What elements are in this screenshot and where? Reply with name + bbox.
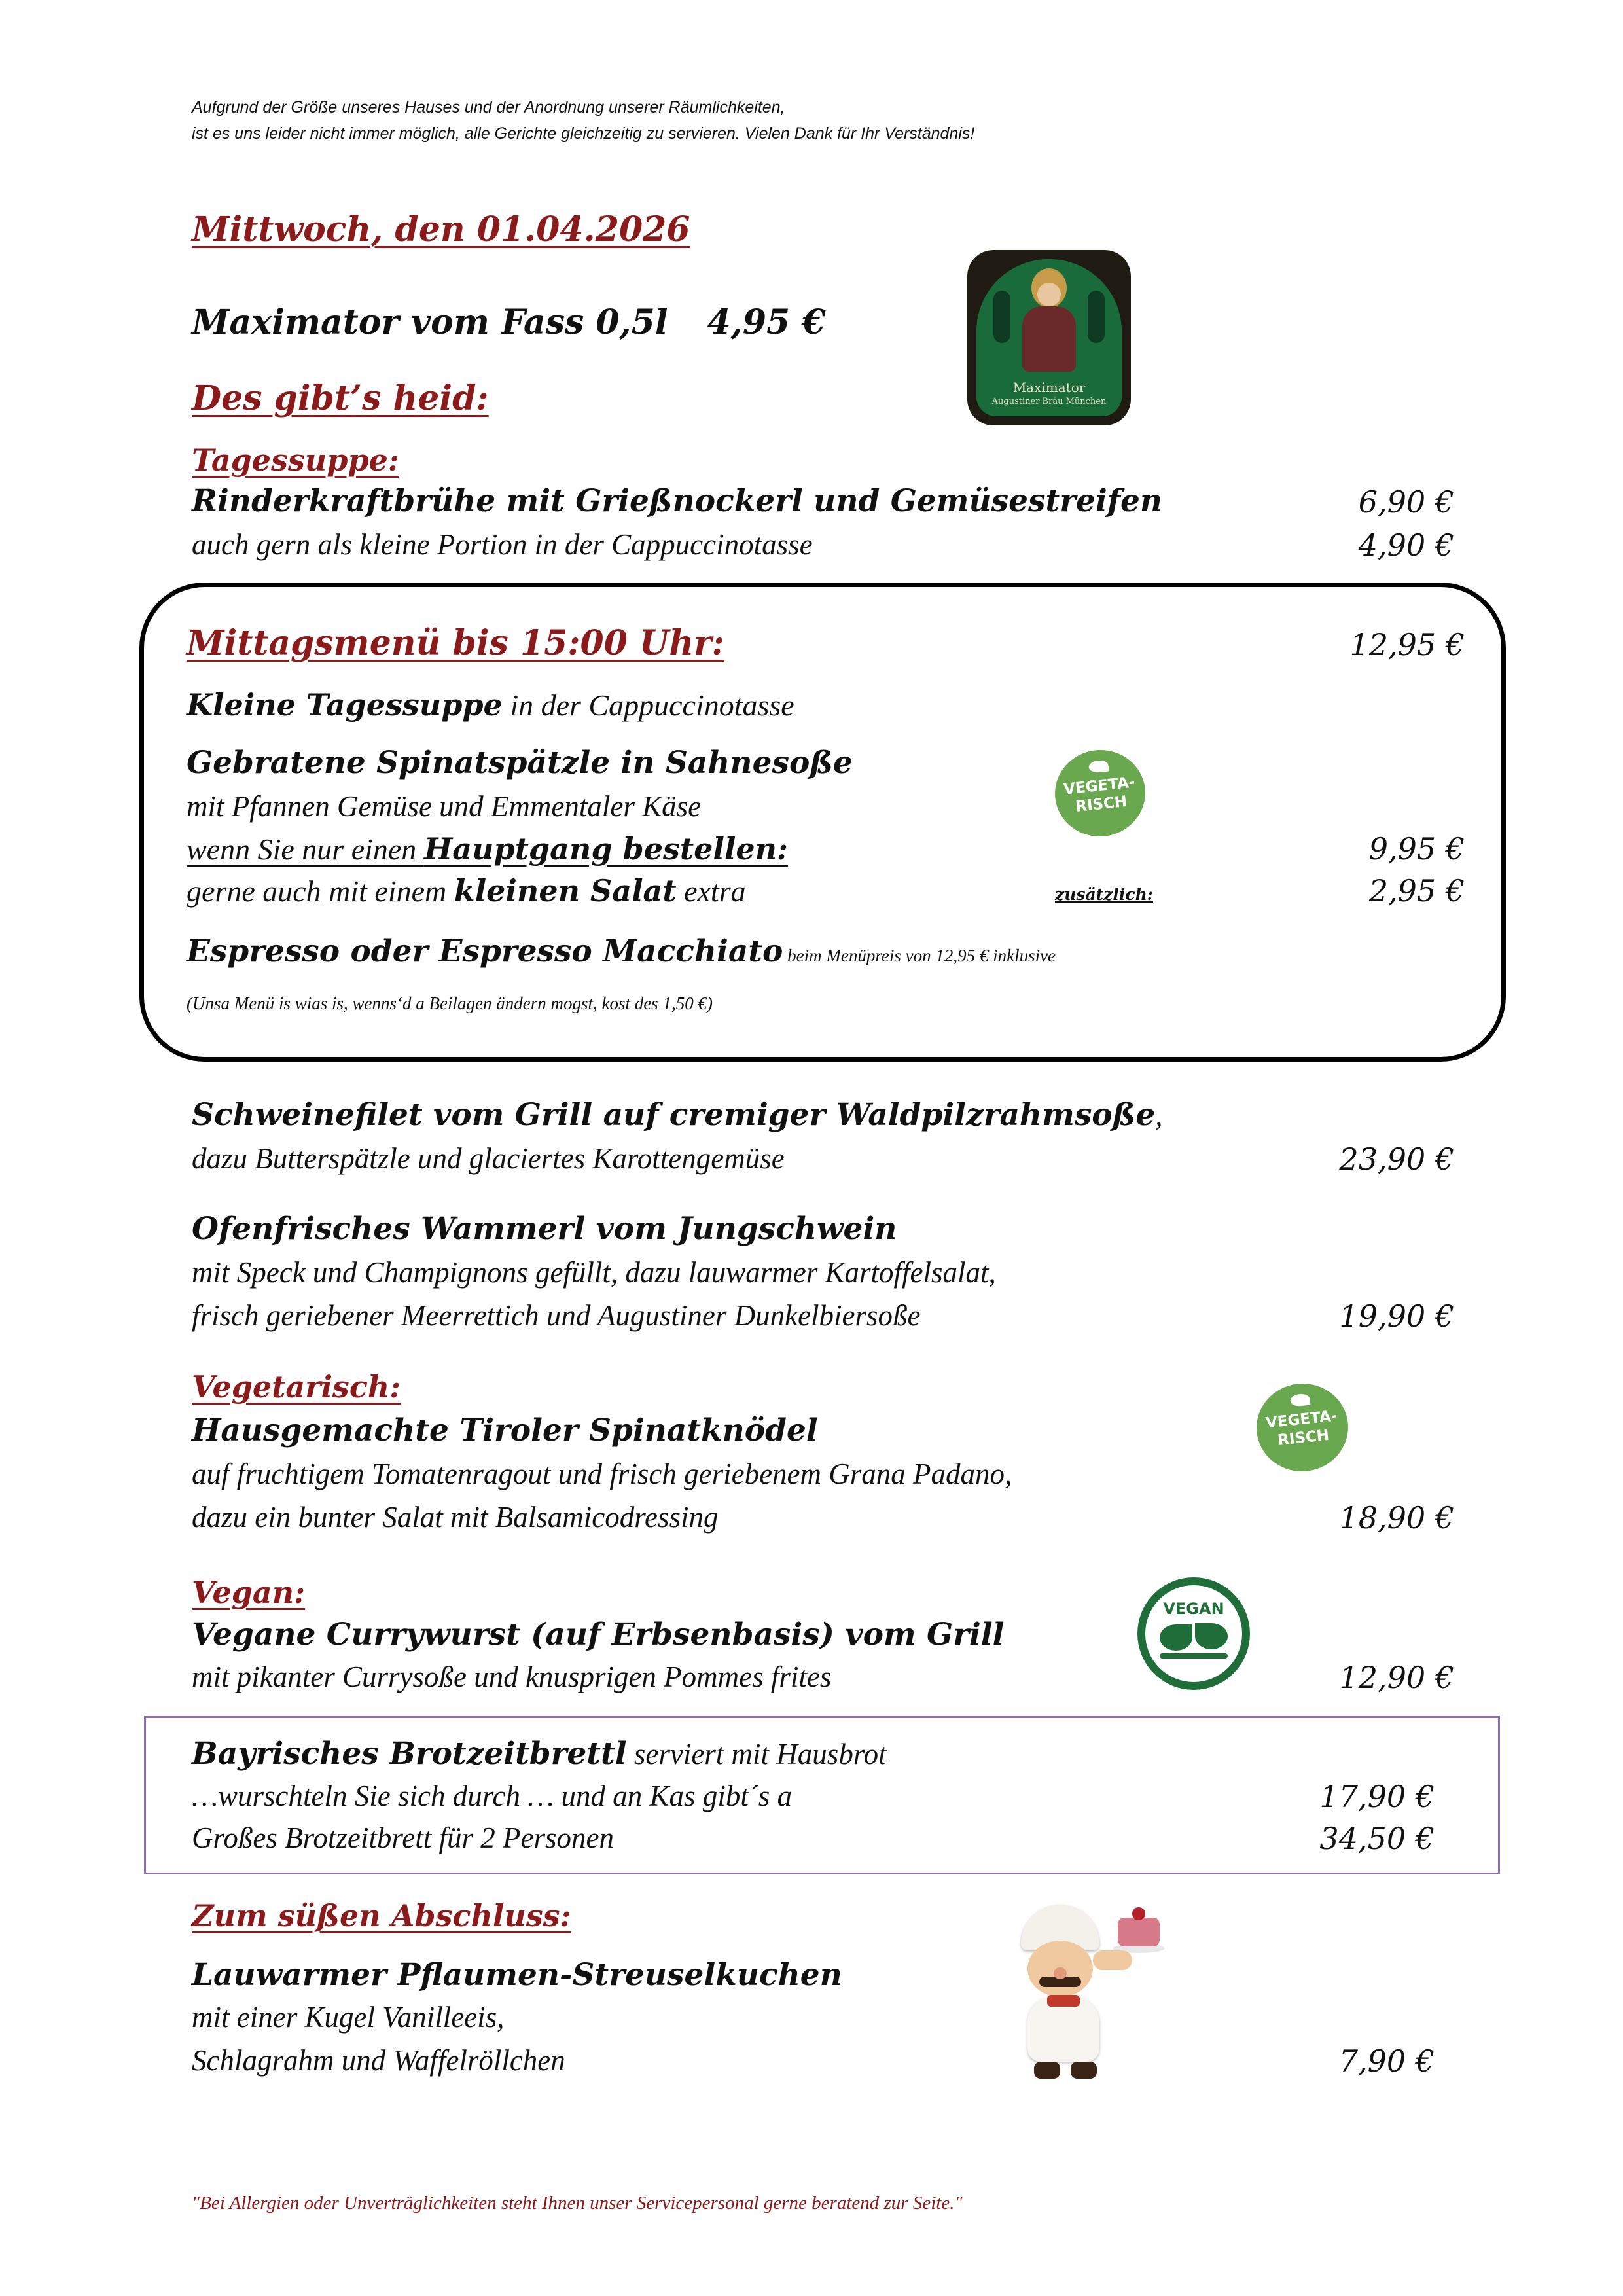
soup-small-price: 4,90 € — [1358, 528, 1454, 563]
dish2-name: Ofenfrisches Wammerl vom Jungschwein — [192, 1211, 897, 1247]
veg-desc1: auf fruchtigem Tomatenragout und frisch geriebenem Grana Padano, — [192, 1458, 1012, 1490]
only-main-price: 9,95 € — [1368, 831, 1465, 867]
dish1-name: Schweinefilet vom Grill auf cremiger Waldpilzrahmsoße — [192, 1097, 1156, 1133]
espresso-note: beim Menüpreis von 12,95 € inklusive — [783, 946, 1056, 965]
logo-text: Maximator — [1012, 380, 1086, 395]
vegetarisch-badge-2: VEGETA- RISCH — [1252, 1379, 1352, 1476]
dish-schweinefilet: Schweinefilet vom Grill auf cremiger Waldpilzrahmsoße, — [192, 1097, 1163, 1133]
beer-price: 4,95 € — [707, 302, 826, 342]
section-vegetarisch: Vegetarisch: — [192, 1369, 401, 1405]
section-vegan: Vegan: — [192, 1575, 306, 1610]
dish2-desc2: frisch geriebener Meerrettich und Augustiner Dunkelbiersoße — [192, 1299, 921, 1332]
vegetarisch-badge: VEGETA- RISCH — [1050, 745, 1149, 841]
lunch-soup — [187, 687, 794, 723]
vegan-badge: VEGAN — [1137, 1577, 1250, 1690]
notice-line-1: Aufgrund der Größe unseres Hauses und der Anordnung unserer Räumlichkeiten, — [192, 98, 785, 117]
daily-heading: Des gibt’s heid: — [192, 378, 489, 418]
lunch-soup-rest: in der Cappuccinotasse — [502, 689, 794, 722]
soup-small: auch gern als kleine Portion in der Cappuccinotasse — [192, 528, 813, 561]
leaf-icon — [1290, 1393, 1311, 1407]
lunch-main: Gebratene Spinatspätzle in Sahnesoße — [187, 745, 853, 781]
veg-name: Hausgemachte Tiroler Spinatknödel — [192, 1412, 818, 1448]
salad-pre: gerne auch mit einem — [187, 874, 454, 908]
dish2-desc1: mit Speck und Champignons gefüllt, dazu lauwarmer Kartoffelsalat, — [192, 1256, 996, 1289]
lunch-main-desc: mit Pfannen Gemüse und Emmentaler Käse — [187, 790, 702, 823]
notice-line-2: ist es uns leider nicht immer möglich, alle Gerichte gleichzeitig zu servieren. Vielen Dank für Ihr Verständnis! — [192, 124, 975, 143]
brotzeit-line2: …wurschteln Sie sich durch … und an Kas gibt´s a — [192, 1780, 793, 1812]
lunch-espresso — [187, 933, 1056, 969]
lunch-footnote: (Unsa Menü is wias is, wenns‘d a Beilagen ändern mogst, kost des 1,50 €) — [187, 994, 713, 1013]
salad-note: zusätzlich: — [1055, 885, 1154, 904]
brotzeit-name-rest: serviert mit Hausbrot — [626, 1738, 887, 1770]
dessert-name: Lauwarmer Pflaumen-Streuselkuchen — [192, 1957, 842, 1993]
beer-offer — [192, 302, 826, 342]
leaf-icon — [1160, 1624, 1192, 1651]
soup-name: Rinderkraftbrühe mit Grießnockerl und Gemüsestreifen — [192, 483, 1163, 519]
lunch-only-main — [187, 831, 788, 867]
dish1-price: 23,90 € — [1339, 1141, 1454, 1177]
chef-illustration — [1008, 1905, 1178, 2081]
brotzeit-name: Bayrisches Brotzeitbrettl — [192, 1736, 627, 1772]
lunch-title: Mittagsmenü bis 15:00 Uhr: — [187, 623, 724, 663]
vegan-desc: mit pikanter Currysoße und knusprigen Pommes frites — [192, 1660, 832, 1693]
brotzeit-line3: Großes Brotzeitbrett für 2 Personen — [192, 1821, 614, 1854]
only-main-pre: wenn Sie nur einen — [187, 833, 424, 866]
lunch-soup-bold: Kleine Tagessuppe — [187, 687, 503, 723]
dessert-price: 7,90 € — [1338, 2043, 1435, 2079]
soup-price: 6,90 € — [1358, 484, 1454, 520]
dessert-desc2: Schlagrahm und Waffelröllchen — [192, 2044, 565, 2077]
brotzeit-price2: 34,50 € — [1319, 1821, 1435, 1856]
dessert-desc1: mit einer Kugel Vanilleeis, — [192, 2001, 505, 2034]
brotzeit-price1: 17,90 € — [1319, 1779, 1435, 1814]
vegan-price: 12,90 € — [1339, 1660, 1454, 1695]
espresso-name: Espresso oder Espresso Macchiato — [187, 933, 783, 969]
lunch-salad — [187, 873, 746, 908]
beer-name: Maximator vom Fass 0,5l — [192, 302, 668, 342]
veg-price: 18,90 € — [1339, 1500, 1454, 1535]
date-heading: Mittwoch, den 01.04.2026 — [192, 209, 690, 249]
salad-post: extra — [676, 874, 746, 908]
allergy-note: "Bei Allergien oder Unverträglichkeiten steht Ihnen unser Servicepersonal gerne beratend zur Seite." — [192, 2193, 963, 2214]
dish2-price: 19,90 € — [1339, 1299, 1454, 1334]
vegan-name: Vegane Currywurst (auf Erbsenbasis) vom Grill — [192, 1617, 1005, 1653]
lunch-price: 12,95 € — [1349, 627, 1465, 662]
brotzeit-title — [192, 1736, 887, 1772]
dish1-desc: dazu Butterspätzle und glaciertes Karottengemüse — [192, 1142, 785, 1175]
only-main-bold: Hauptgang bestellen: — [423, 831, 789, 867]
section-dessert: Zum süßen Abschluss: — [192, 1898, 571, 1933]
leaf-icon — [1195, 1623, 1228, 1649]
veg-desc2: dazu ein bunter Salat mit Balsamicodressing — [192, 1501, 719, 1534]
maximator-logo — [967, 250, 1131, 425]
leaf-icon — [1088, 759, 1109, 773]
section-tagessuppe: Tagessuppe: — [192, 442, 399, 478]
salad-price: 2,95 € — [1368, 873, 1465, 908]
salad-bold: kleinen Salat — [454, 873, 677, 908]
logo-subtext: Augustiner Bräu München — [991, 397, 1107, 406]
